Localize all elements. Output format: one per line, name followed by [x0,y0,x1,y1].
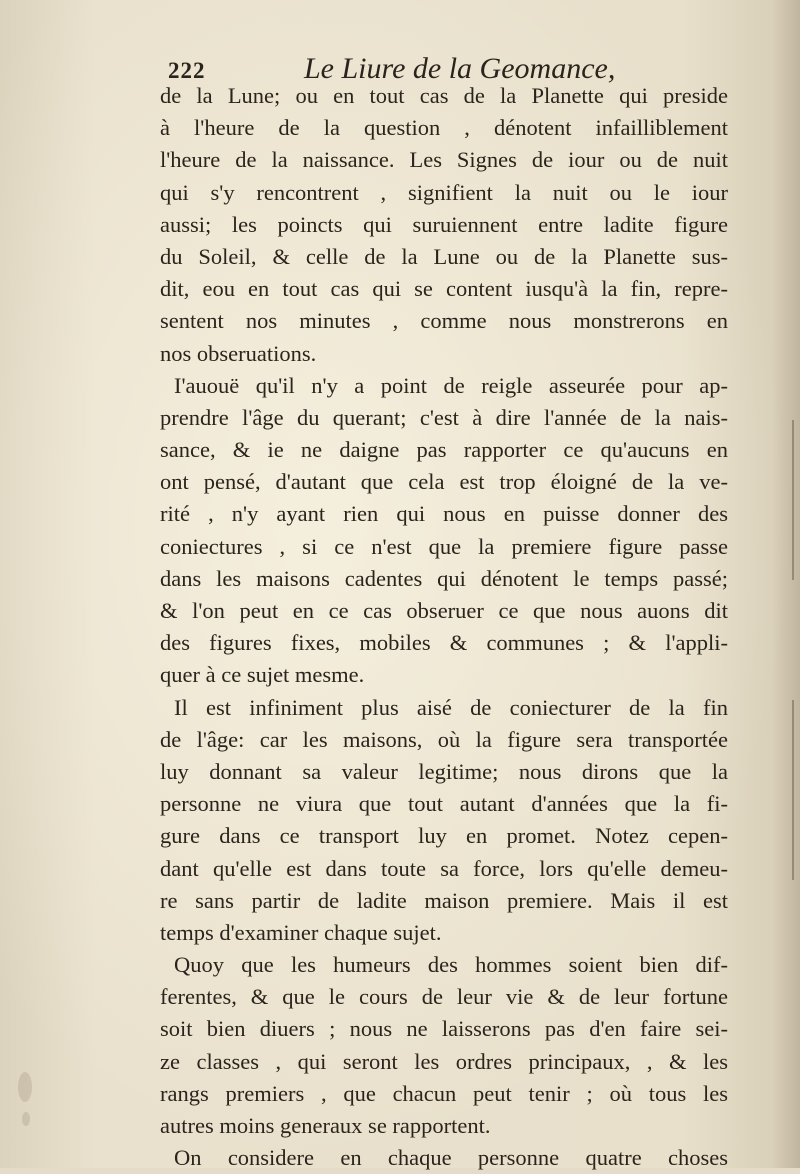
paper-stain [22,1112,30,1126]
text-line: nos obseruations. [160,340,317,366]
paragraph-start-line: Quoy que les humeurs des hommes soient bien dif- [174,952,728,978]
text-line: des figures fixes, mobiles & communes ; & l'appli- [160,630,728,656]
running-title: Le Liure de la Geomance, [304,52,616,85]
text-line: coniectures , si ce n'est que la premiere figure passe [160,533,728,559]
text-line: autres moins generaux se rapportent. [160,1113,491,1138]
text-line: luy donnant sa valeur legitime; nous dirons que la [160,758,728,784]
text-line: rité , n'y ayant rien qui nous en puisse donner des [160,501,728,527]
text-line: & l'on peut en ce cas obseruer ce que nous auons dit [160,598,728,623]
text-line: ze classes , qui seront les ordres principaux, , & les [160,1048,728,1074]
text-line: quer à ce sujet mesme. [160,662,365,688]
text-line: ont pensé, d'autant que cela est trop éloigné de la ve- [160,469,728,495]
page-number: 222 [168,58,206,83]
text-line: aussi; les poincts qui suruiennent entre ladite figure [160,211,728,237]
text-line: rangs premiers , que chacun peut tenir ; où tous les [160,1080,728,1106]
text-line: sance, & ie ne daigne pas rapporter ce qu'aucuns en [160,437,728,463]
paragraph-start-line: On considere en chaque personne quatre choses [174,1145,728,1171]
body-text [160,80,728,1174]
text-line: l'heure de la naissance. Les Signes de iour ou de nuit [160,147,728,173]
text-line: sentent nos minutes , comme nous monstrerons en [160,308,728,334]
text-line: re sans partir de ladite maison premiere. Mais il est [160,887,728,913]
text-line: dit, eou en tout cas qui se content iusqu'à la fin, repre- [160,276,728,302]
paper-stain [18,1072,32,1102]
margin-mark [792,700,794,880]
text-line: temps d'examiner chaque sujet. [160,919,442,945]
text-line: de l'âge: car les maisons, où la figure sera transportée [160,726,728,752]
page-gutter-shadow [772,0,800,1168]
text-line: gure dans ce transport luy en promet. Notez cepen- [160,823,728,849]
text-line: dans les maisons cadentes qui dénotent le temps passé; [160,565,728,591]
text-line: soit bien diuers ; nous ne laisserons pas d'en faire sei- [160,1016,728,1042]
text-line: à l'heure de la question , dénotent infailliblement [160,115,728,141]
margin-mark [792,420,794,580]
text-line: prendre l'âge du querant; c'est à dire l'année de la nais- [160,404,728,430]
text-line: personne ne viura que tout autant d'années que la fi- [160,791,728,817]
paragraph-start-line: Il est infiniment plus aisé de coniecturer de la fin [174,694,728,720]
text-line: du Soleil, & celle de la Lune ou de la Planette sus- [160,243,728,269]
text-line: de la Lune; ou en tout cas de la Planette qui preside [160,83,728,108]
paragraph-start-line: I'auouë qu'il n'y a point de reigle asseurée pour ap- [174,372,728,398]
text-line: ferentes, & que le cours de leur vie & de leur fortune [160,984,728,1010]
text-line: qui s'y rencontrent , signifient la nuit ou le iour [160,179,728,205]
text-line: dant qu'elle est dans toute sa force, lors qu'elle demeu- [160,855,728,881]
